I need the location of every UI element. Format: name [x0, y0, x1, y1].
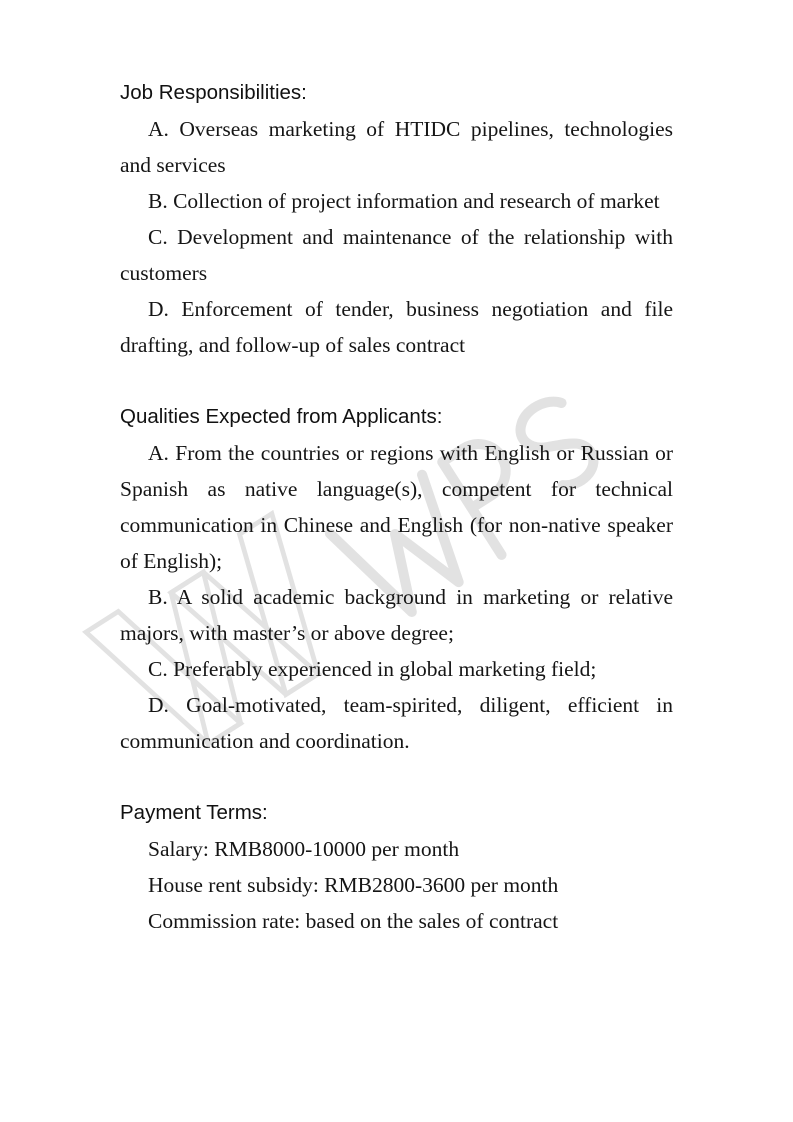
section-job-responsibilities — [120, 75, 673, 363]
paragraph: A. Overseas marketing of HTIDC pipelines, technologies and services — [120, 117, 673, 177]
paragraph: Commission rate: based on the sales of contract — [148, 909, 559, 933]
section-heading: Payment Terms: — [120, 801, 268, 824]
paragraph: C. Development and maintenance of the relationship with customers — [120, 225, 673, 285]
document-content — [120, 75, 673, 939]
paragraph: C. Preferably experienced in global marketing field; — [148, 657, 597, 681]
paragraph: B. A solid academic background in marketing or relative majors, with master’s or above degree; — [120, 585, 673, 645]
paragraph: B. Collection of project information and research of market — [148, 189, 660, 213]
section-qualities-expected — [120, 399, 673, 759]
paragraph: Salary: RMB8000-10000 per month — [148, 837, 460, 861]
section-heading: Qualities Expected from Applicants: — [120, 405, 443, 428]
paragraph: D. Enforcement of tender, business negotiation and file drafting, and follow-up of sales contract — [120, 297, 673, 357]
paragraph: A. From the countries or regions with English or Russian or Spanish as native language(s), competent for technical communication in Chinese and English (for non-native speaker of English); — [120, 441, 673, 573]
section-heading: Job Responsibilities: — [120, 81, 307, 104]
paragraph: House rent subsidy: RMB2800-3600 per month — [148, 873, 559, 897]
paragraph: D. Goal-motivated, team-spirited, diligent, efficient in communication and coordination. — [120, 693, 673, 753]
section-payment-terms — [120, 795, 673, 939]
